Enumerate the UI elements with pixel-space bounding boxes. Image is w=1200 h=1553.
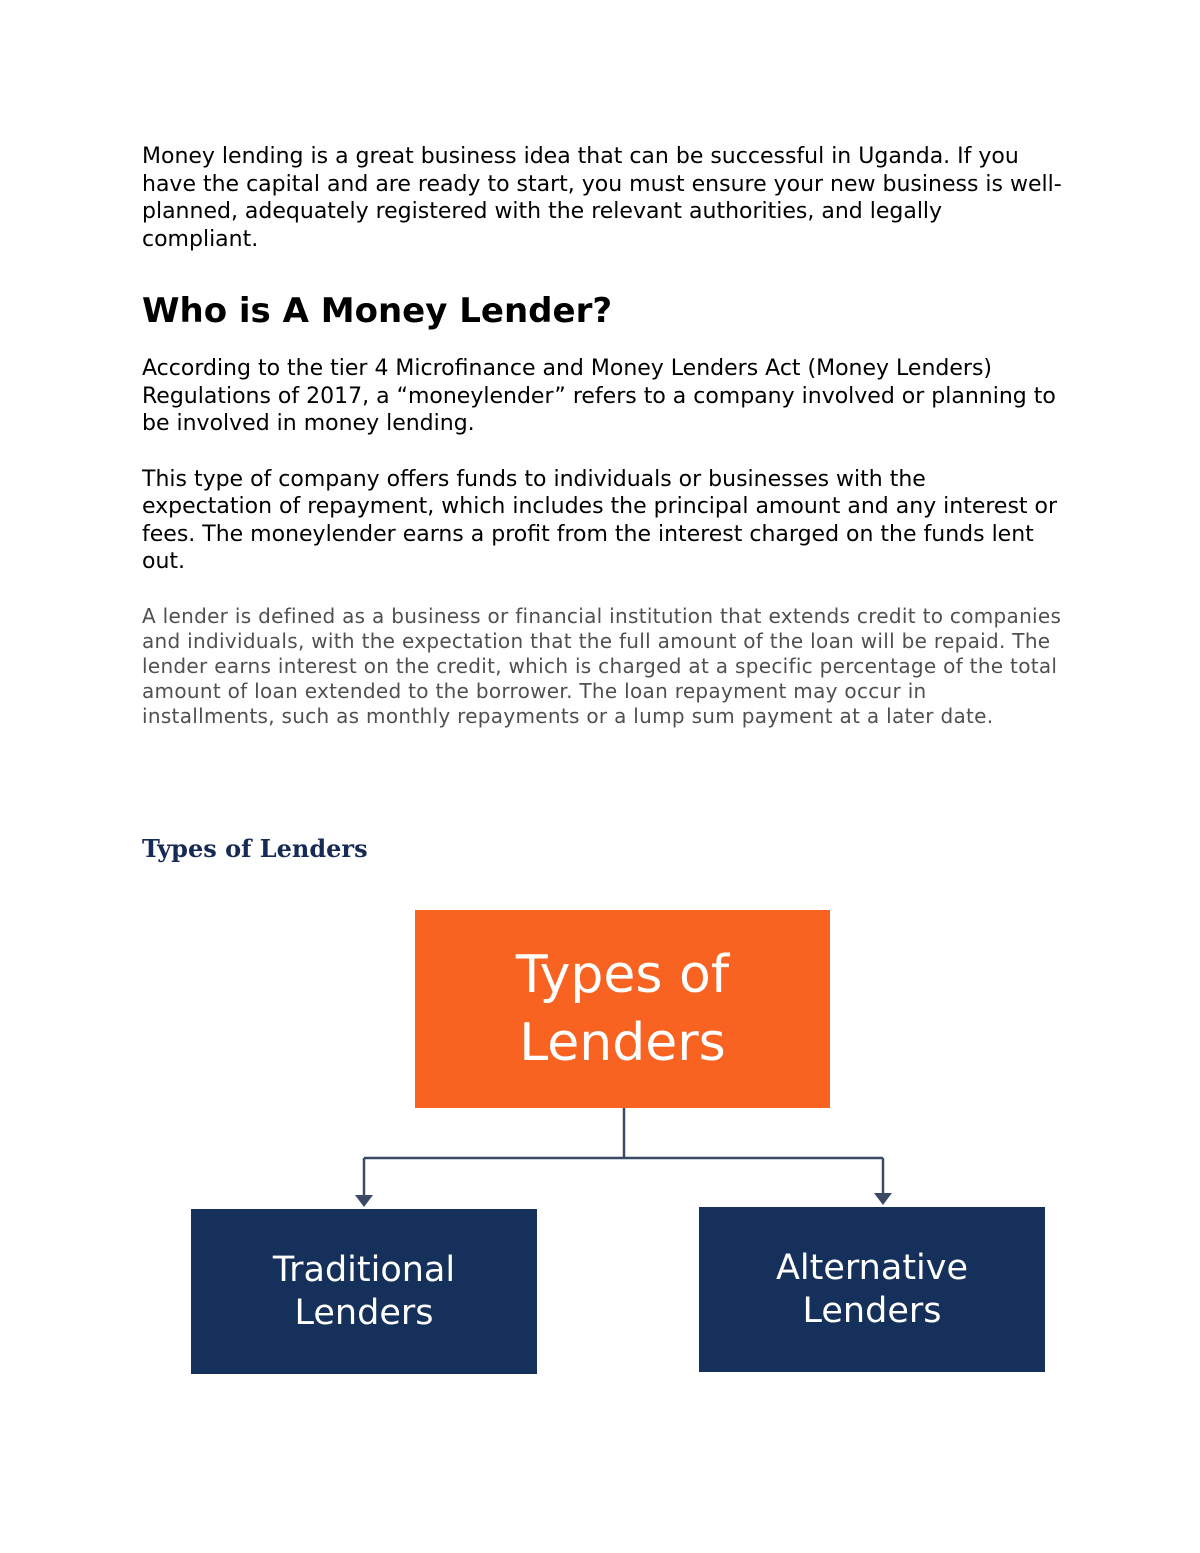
diagram-node-label: Alternative Lenders <box>775 1247 969 1331</box>
definition-paragraph: According to the tier 4 Microfinance and Money Lenders Act (Money Lenders) Regulations of 2017, a “moneylender” refers to a company involved or planning to be involved in money lending. <box>142 356 1056 436</box>
document-body <box>142 140 1062 730</box>
diagram-root-node <box>415 910 830 1108</box>
arrowhead-left <box>355 1195 373 1207</box>
diagram-root-label: Types of Lenders <box>515 945 730 1073</box>
intro-paragraph: Money lending is a great business idea that can be successful in Uganda. If you have the capital and are ready to start, you must ensure your new business is well-planned, adequately registered with the relevant authorities, and legally compliant. <box>142 144 1062 252</box>
diagram-node-alternative <box>699 1207 1045 1372</box>
section-heading: Who is A Money Lender? <box>142 291 613 331</box>
lender-definition-quote: A lender is defined as a business or financial institution that extends credit to companies and individuals, with the expectation that the full amount of the loan will be repaid. The lender earns interest on the credit, which is charged at a specific percentage of the total amount of loan extended to the borrower. The loan repayment may occur in installments, such as monthly repayments or a lump sum payment at a later date. <box>142 603 1062 729</box>
diagram-node-label: Traditional Lenders <box>272 1249 456 1333</box>
company-paragraph: This type of company offers funds to individuals or businesses with the expectation of repayment, which includes the principal amount and any interest or fees. The moneylender earns a profit from the interest charged on the funds lent out. <box>142 466 1058 574</box>
arrowhead-right <box>874 1193 892 1205</box>
diagram-node-traditional <box>191 1209 537 1374</box>
types-heading: Types of Lenders <box>142 834 368 863</box>
